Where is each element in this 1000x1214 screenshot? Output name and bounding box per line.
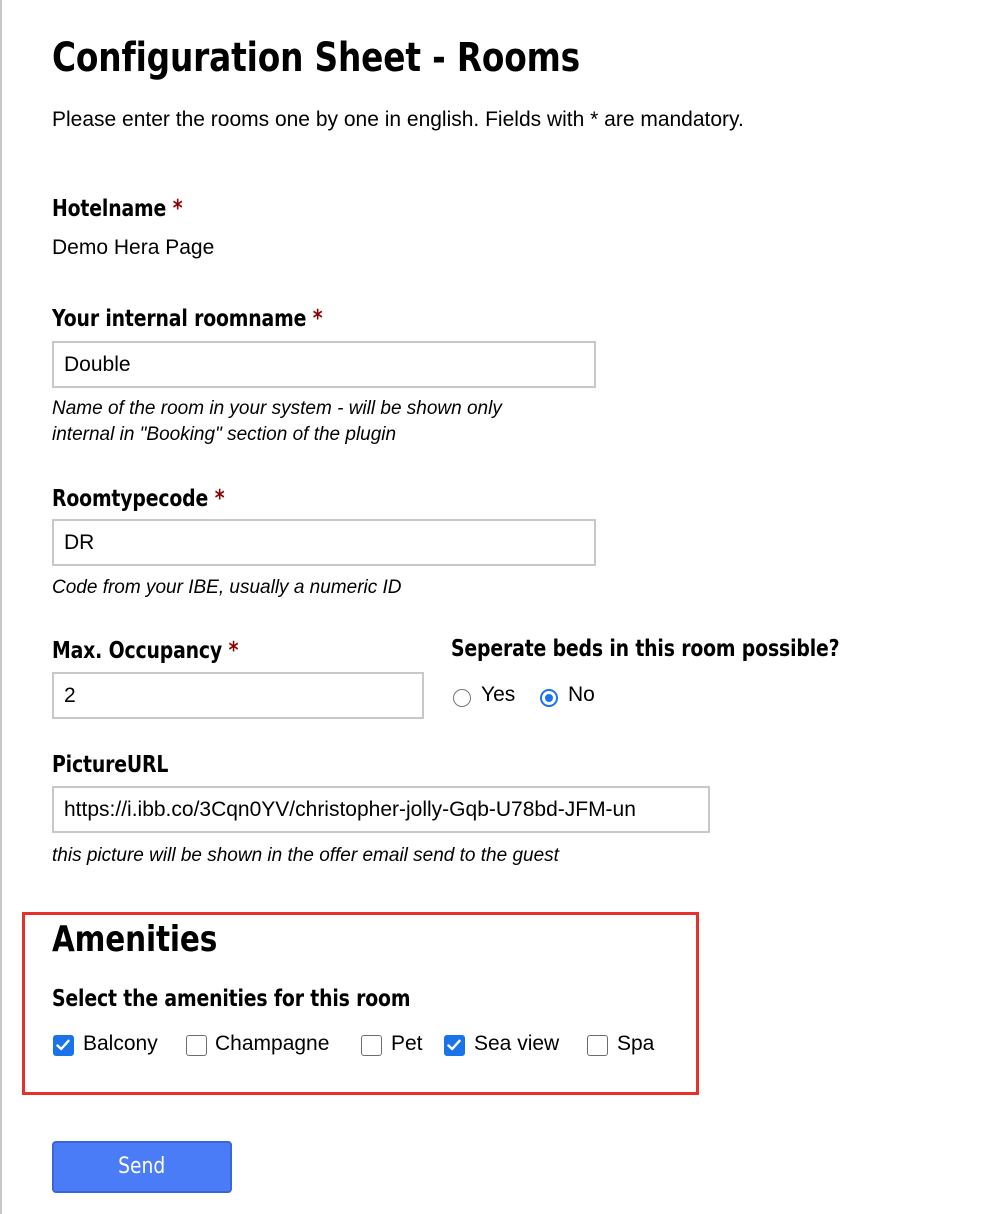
roomname-help-line: internal in "Booking" section of the plugin	[52, 424, 397, 445]
occupancy-label	[52, 638, 238, 664]
page-title: Configuration Sheet - Rooms	[52, 35, 581, 81]
amenities-heading: Amenities	[52, 919, 218, 960]
roomtypecode-label-text: Roomtypecode	[52, 486, 209, 512]
page-left-border	[0, 0, 2, 1214]
amenity-spa-label[interactable]: Spa	[617, 1032, 655, 1055]
picture-url-help: this picture will be shown in the offer email send to the guest	[52, 845, 559, 866]
checkmark-icon	[56, 1039, 70, 1051]
roomname-input[interactable]	[52, 341, 596, 388]
amenity-balcony-label[interactable]: Balcony	[83, 1032, 158, 1055]
amenities-subheading: Select the amenities for this room	[52, 986, 411, 1012]
required-marker: *	[312, 306, 323, 332]
roomname-help	[52, 396, 502, 448]
roomtypecode-label	[52, 486, 224, 512]
occupancy-label-text: Max. Occupancy	[52, 638, 223, 664]
amenity-champagne-checkbox[interactable]	[186, 1035, 207, 1056]
occupancy-input[interactable]	[52, 672, 424, 719]
roomname-label	[52, 306, 322, 332]
roomtypecode-input[interactable]	[52, 519, 596, 566]
amenity-champagne-label[interactable]: Champagne	[215, 1032, 330, 1055]
amenity-sea-view-label[interactable]: Sea view	[474, 1032, 560, 1055]
picture-url-label: PictureURL	[52, 752, 169, 778]
picture-url-input[interactable]	[52, 786, 710, 833]
separate-beds-no-label[interactable]: No	[568, 683, 595, 706]
amenity-pet-checkbox[interactable]	[361, 1035, 382, 1056]
separate-beds-label: Seperate beds in this room possible?	[451, 636, 840, 662]
checkmark-icon	[447, 1039, 461, 1051]
send-button[interactable]	[52, 1141, 232, 1193]
required-marker: *	[214, 486, 225, 512]
amenity-pet-label[interactable]: Pet	[391, 1032, 423, 1055]
roomtypecode-help: Code from your IBE, usually a numeric ID	[52, 577, 402, 598]
required-marker: *	[172, 196, 183, 222]
separate-beds-yes-label[interactable]: Yes	[481, 683, 516, 706]
roomname-label-text: Your internal roomname	[52, 306, 307, 332]
hotelname-value: Demo Hera Page	[52, 236, 215, 259]
separate-beds-no-radio[interactable]	[540, 689, 558, 707]
amenity-sea-view-checkbox[interactable]	[444, 1035, 465, 1056]
required-marker: *	[228, 638, 239, 664]
send-button-label: Send	[118, 1154, 166, 1179]
hotelname-label-text: Hotelname	[52, 196, 167, 222]
amenity-spa-checkbox[interactable]	[587, 1035, 608, 1056]
intro-text: Please enter the rooms one by one in english. Fields with * are mandatory.	[52, 108, 744, 131]
roomname-help-line: Name of the room in your system - will be shown only	[52, 398, 502, 419]
hotelname-label	[52, 196, 182, 222]
separate-beds-yes-radio[interactable]	[453, 689, 471, 707]
amenity-balcony-checkbox[interactable]	[53, 1035, 74, 1056]
